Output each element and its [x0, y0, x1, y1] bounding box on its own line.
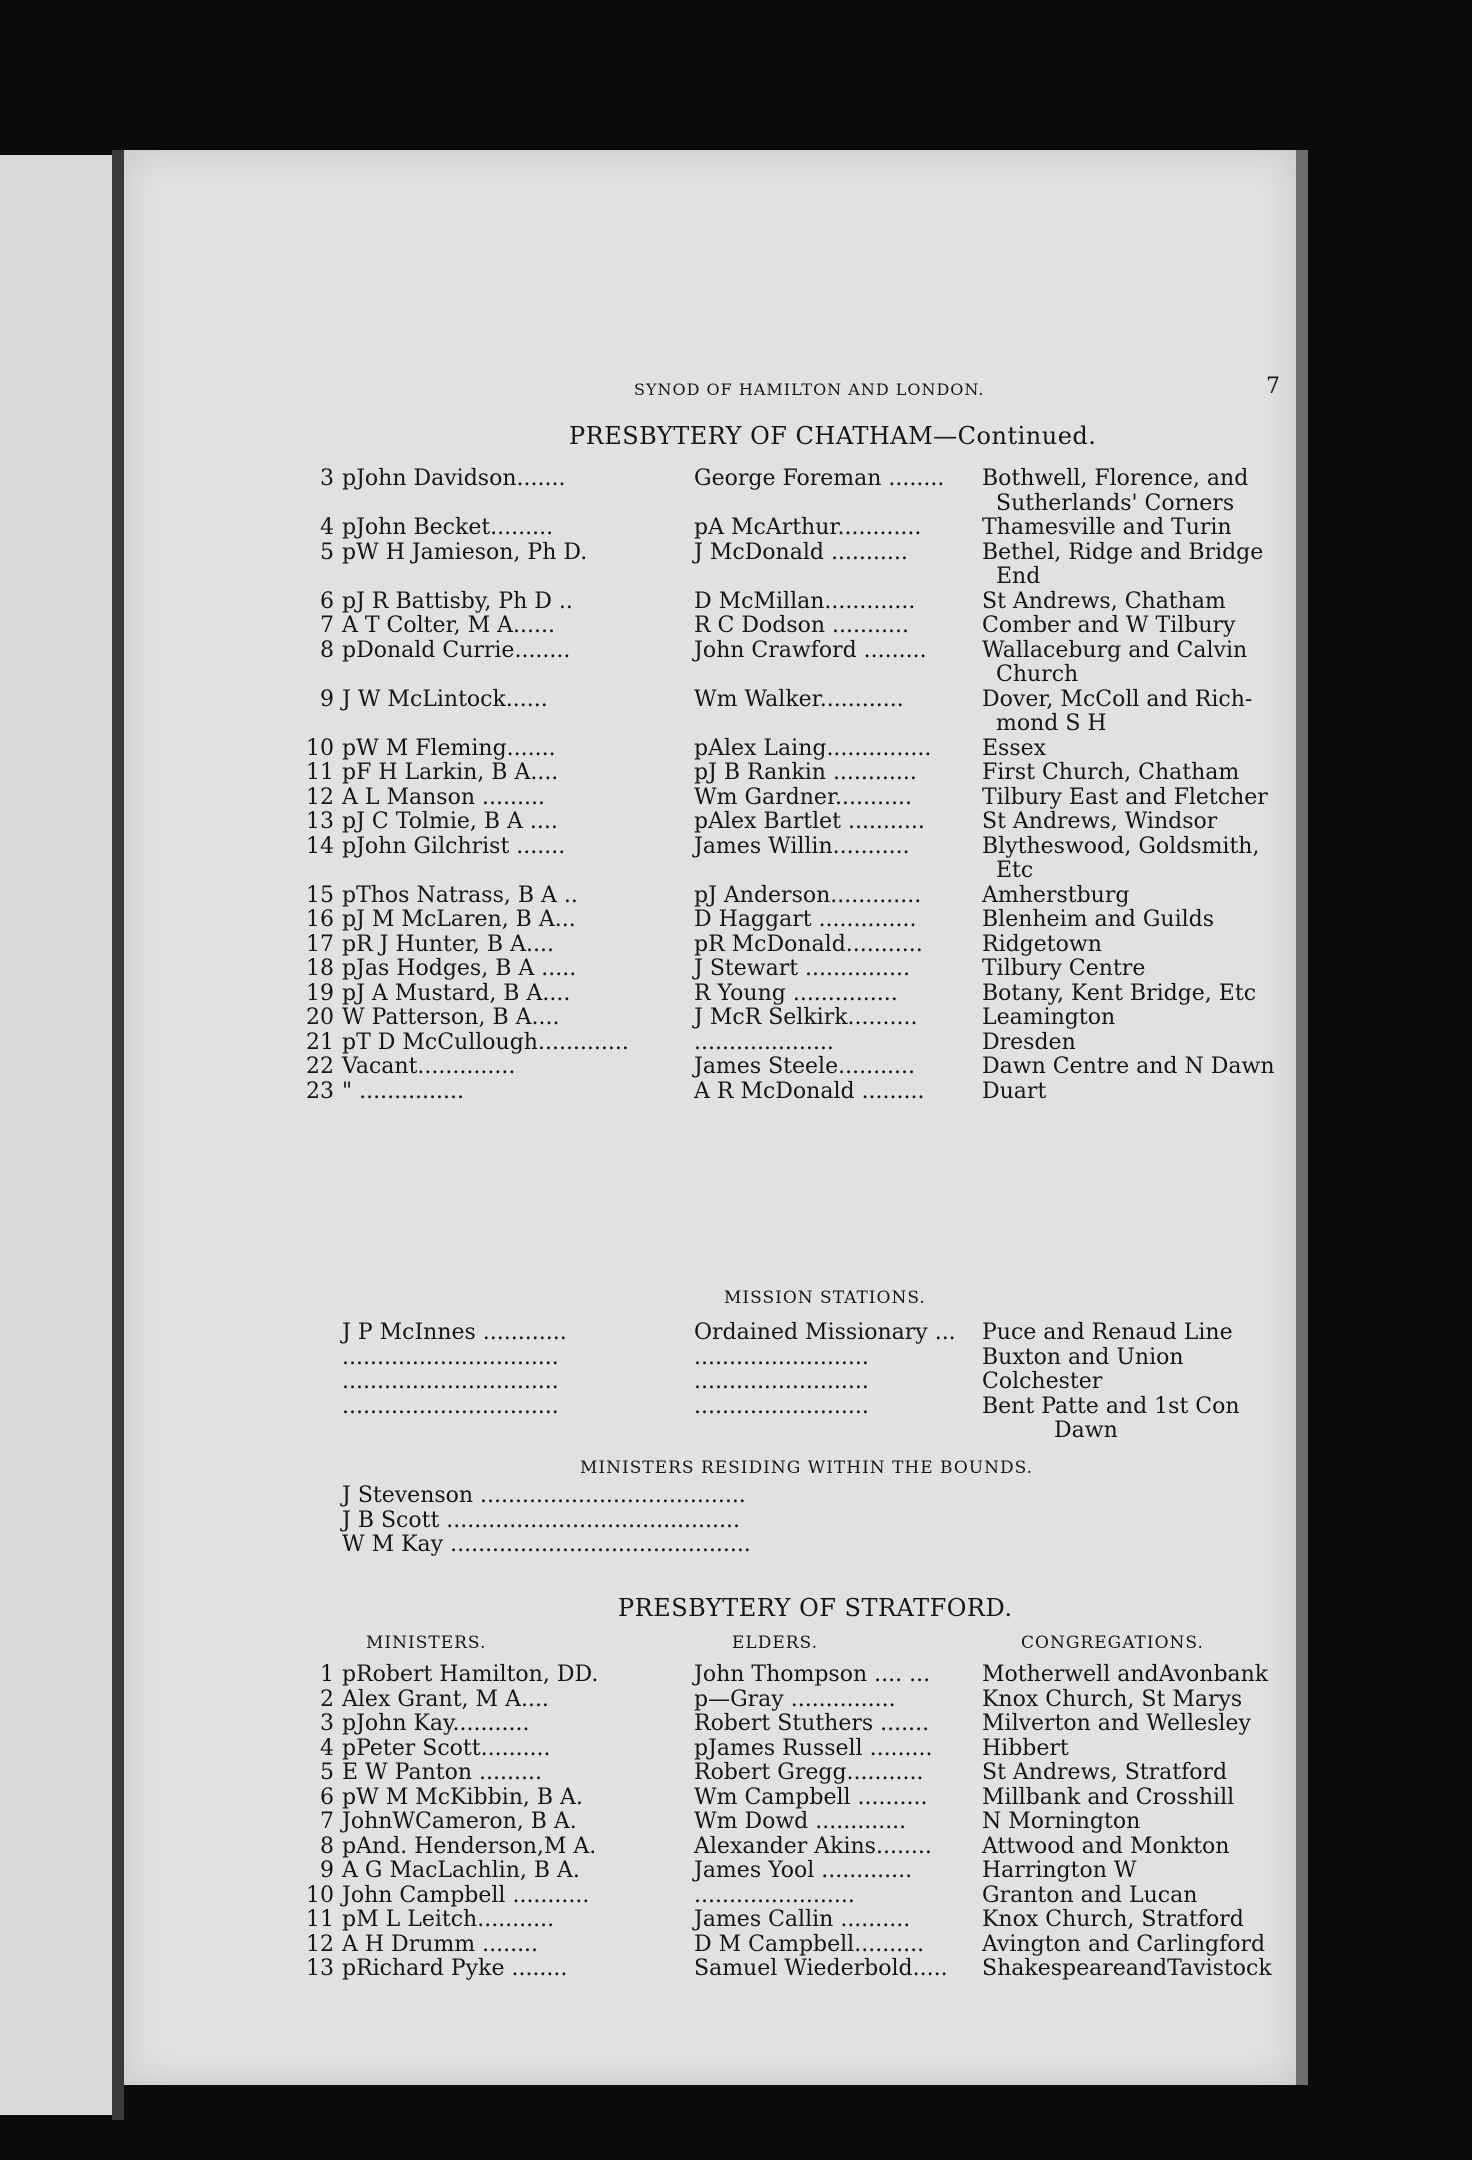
row-number: 17	[306, 931, 334, 957]
minister-name: pW M McKibbin, B A.	[342, 1784, 583, 1810]
minister-name: A G MacLachlin, B A.	[342, 1858, 580, 1883]
table-row	[284, 1345, 1294, 1371]
congregation-name: Leamington	[982, 1005, 1116, 1030]
minister-name: pT D McCullough.............	[342, 1029, 629, 1055]
elder-name: D McMillan.............	[694, 588, 916, 614]
row-number: 4	[320, 1735, 334, 1761]
minister-name: pF H Larkin, B A....	[342, 760, 559, 785]
table-row	[284, 1907, 1294, 1933]
minister-name: pPeter Scott..........	[342, 1735, 551, 1761]
row-number: 11	[306, 760, 334, 785]
table-row	[284, 687, 1294, 713]
minister-name: ...............................	[342, 1344, 559, 1370]
congregation-name: Bent Patte and 1st Con	[982, 1393, 1240, 1419]
congregation-name: Hibbert	[982, 1735, 1069, 1761]
congregation-name: Harrington W	[982, 1858, 1137, 1883]
elder-name: Wm Gardner...........	[694, 784, 912, 810]
congregation-name: Duart	[982, 1078, 1047, 1104]
minister-name: A L Manson .........	[342, 784, 545, 810]
congregation-name: Motherwell andAvonbank	[982, 1662, 1269, 1687]
elder-name: D Haggart ..............	[694, 907, 917, 932]
table-row	[284, 1858, 1294, 1884]
table-row	[284, 956, 1294, 982]
elder-name: D M Campbell..........	[694, 1931, 925, 1957]
congregation-name: Colchester	[982, 1369, 1103, 1394]
table-row	[284, 1809, 1294, 1835]
congregation-name: Granton and Lucan	[982, 1882, 1198, 1908]
congregation-continuation: Sutherlands' Corners	[996, 490, 1235, 516]
row-number: 7	[320, 613, 334, 638]
col-congregations: CONGREGATIONS.	[1021, 1633, 1204, 1653]
congregation-name: Puce and Renaud Line	[982, 1320, 1233, 1345]
minister-name: pJohn Davidson.......	[342, 466, 566, 491]
congregation-name: Botany, Kent Bridge, Etc	[982, 980, 1257, 1006]
congregation-name: Knox Church, St Marys	[982, 1686, 1243, 1712]
running-head: SYNOD OF HAMILTON AND LONDON.	[634, 380, 985, 399]
table-row	[284, 1736, 1294, 1762]
minister-name: pJ C Tolmie, B A ....	[342, 809, 558, 834]
table-row	[284, 1785, 1294, 1811]
congregation-name: Buxton and Union	[982, 1344, 1184, 1370]
elder-name: Robert Gregg...........	[694, 1760, 924, 1785]
table-row	[284, 834, 1294, 860]
elder-name: Alexander Akins........	[694, 1833, 932, 1859]
congregation-name: Bethel, Ridge and Bridge	[982, 539, 1264, 565]
row-number: 10	[306, 735, 334, 761]
elder-name: James Steele...........	[694, 1054, 916, 1079]
elder-name: John Thompson .... ...	[694, 1662, 931, 1687]
row-number: 22	[306, 1054, 334, 1079]
chatham-title: PRESBYTERY OF CHATHAM—Continued.	[569, 422, 1097, 450]
elder-name: pAlex Bartlet ...........	[694, 809, 925, 834]
table-row	[284, 883, 1294, 909]
row-number: 18	[306, 956, 334, 981]
table-row	[284, 1687, 1294, 1713]
row-number: 23	[306, 1078, 334, 1104]
congregation-name: Avington and Carlingford	[982, 1931, 1266, 1957]
row-number: 21	[306, 1029, 334, 1055]
minister-name: Vacant..............	[342, 1054, 516, 1079]
elder-name: Ordained Missionary ...	[694, 1320, 956, 1345]
minister-name: Alex Grant, M A....	[342, 1686, 549, 1712]
table-row	[284, 1956, 1294, 1982]
congregation-name: Essex	[982, 735, 1047, 761]
row-number: 7	[320, 1809, 334, 1834]
congregation-continuation: End	[996, 564, 1041, 589]
minister-name: ...............................	[342, 1393, 559, 1419]
resident-minister	[284, 1532, 1294, 1558]
col-elders: ELDERS.	[732, 1633, 818, 1653]
row-number: 13	[306, 1956, 334, 1981]
elder-name: J McR Selkirk..........	[694, 1005, 918, 1030]
minister-name: pW M Fleming.......	[342, 735, 556, 761]
congregation-name: St Andrews, Windsor	[982, 809, 1218, 834]
row-number: 8	[320, 637, 334, 663]
minister-name: pRobert Hamilton, DD.	[342, 1662, 599, 1687]
mission-title: MISSION STATIONS.	[724, 1288, 926, 1308]
row-number: 11	[306, 1907, 334, 1932]
congregation-name: Comber and W Tilbury	[982, 613, 1236, 638]
table-row	[284, 613, 1294, 639]
row-number: 9	[320, 1858, 334, 1883]
row-number: 2	[320, 1686, 334, 1712]
table-row	[284, 1320, 1294, 1346]
congregation-continuation: Dawn	[1054, 1418, 1118, 1443]
page-content	[284, 150, 1294, 2085]
table-row	[284, 540, 1294, 566]
minister-name: W Patterson, B A....	[342, 1005, 560, 1030]
elder-name: Samuel Wiederbold.....	[694, 1956, 948, 1981]
table-row	[284, 1369, 1294, 1395]
minister-name: J W McLintock......	[342, 686, 548, 712]
left-page-edge	[0, 155, 118, 2115]
congregation-name: Attwood and Monkton	[982, 1833, 1230, 1859]
minister-name: pAnd. Henderson,M A.	[342, 1833, 597, 1859]
table-row	[284, 466, 1294, 492]
congregation-name: Dawn Centre and N Dawn	[982, 1054, 1275, 1079]
elder-name: pJames Russell .........	[694, 1735, 933, 1761]
table-row	[284, 760, 1294, 786]
congregation-name: Blenheim and Guilds	[982, 907, 1215, 932]
minister-name: pW H Jamieson, Ph D.	[342, 539, 588, 565]
congregation-name: Milverton and Wellesley	[982, 1711, 1251, 1736]
col-ministers: MINISTERS.	[366, 1633, 487, 1653]
elder-name: pJ Anderson.............	[694, 882, 922, 908]
congregation-name: Dresden	[982, 1029, 1076, 1055]
table-row	[284, 809, 1294, 835]
book-gutter	[112, 150, 124, 2120]
table-row	[284, 1834, 1294, 1860]
elder-name: J McDonald ...........	[694, 539, 908, 565]
row-number: 1	[320, 1662, 334, 1687]
minister-name: W M Kay ...........................................	[342, 1532, 751, 1557]
book-page	[124, 150, 1296, 2085]
congregation-name: Wallaceburg and Calvin	[982, 637, 1248, 663]
congregation-name: Thamesville and Turin	[982, 515, 1232, 540]
stratford-title: PRESBYTERY OF STRATFORD.	[618, 1594, 1013, 1622]
minister-name: A H Drumm ........	[342, 1931, 539, 1957]
congregation-name: Tilbury East and Fletcher	[982, 784, 1268, 810]
elder-name: Wm Walker............	[694, 686, 904, 712]
congregation-name: Millbank and Crosshill	[982, 1784, 1235, 1810]
elder-name: John Crawford .........	[694, 637, 927, 663]
table-row	[284, 736, 1294, 762]
table-row	[284, 1711, 1294, 1737]
minister-name: J P McInnes ............	[342, 1320, 567, 1345]
minister-name: JohnWCameron, B A.	[342, 1809, 577, 1834]
row-number: 5	[320, 1760, 334, 1785]
congregation-continuation: Church	[996, 662, 1079, 687]
table-row	[284, 515, 1294, 541]
table-row	[284, 1054, 1294, 1080]
row-number: 12	[306, 1931, 334, 1957]
congregation-continuation: mond S H	[996, 711, 1107, 736]
table-row	[284, 1079, 1294, 1105]
elder-name: pJ B Rankin ............	[694, 760, 917, 785]
congregation-name: St Andrews, Chatham	[982, 588, 1226, 614]
minister-name: " ...............	[342, 1078, 465, 1104]
elder-name: Wm Campbell ..........	[694, 1784, 928, 1810]
minister-name: pThos Natrass, B A ..	[342, 882, 578, 908]
row-number: 6	[320, 1784, 334, 1810]
congregation-name: Bothwell, Florence, and	[982, 466, 1249, 491]
elder-name: George Foreman ........	[694, 466, 945, 491]
congregation-name: Knox Church, Stratford	[982, 1907, 1244, 1932]
residing-title: MINISTERS RESIDING WITHIN THE BOUNDS.	[580, 1458, 1034, 1478]
elder-name: pAlex Laing...............	[694, 735, 932, 761]
elder-name: p—Gray ...............	[694, 1686, 896, 1712]
congregation-name: Dover, McColl and Rich-	[982, 686, 1253, 712]
table-row	[284, 1005, 1294, 1031]
elder-name: .........................	[694, 1344, 869, 1370]
minister-name: pJ R Battisby, Ph D ..	[342, 588, 573, 614]
congregation-continuation: Etc	[996, 858, 1034, 883]
row-number: 13	[306, 809, 334, 834]
elder-name: Robert Stuthers .......	[694, 1711, 930, 1736]
minister-name: J Stevenson ......................................	[342, 1483, 746, 1508]
elder-name: .......................	[694, 1882, 855, 1908]
minister-name: pJohn Kay...........	[342, 1711, 530, 1736]
congregation-name: First Church, Chatham	[982, 760, 1240, 785]
table-row	[284, 932, 1294, 958]
table-row	[284, 1760, 1294, 1786]
row-number: 3	[320, 466, 334, 491]
row-number: 5	[320, 539, 334, 565]
elder-name: .........................	[694, 1393, 869, 1419]
congregation-name: Blytheswood, Goldsmith,	[982, 833, 1260, 859]
minister-name: pM L Leitch...........	[342, 1907, 555, 1932]
congregation-name: Ridgetown	[982, 931, 1102, 957]
elder-name: James Callin ..........	[694, 1907, 911, 1932]
minister-name: John Campbell ...........	[342, 1882, 590, 1908]
minister-name: pR J Hunter, B A....	[342, 931, 554, 957]
table-row	[284, 981, 1294, 1007]
minister-name: pRichard Pyke ........	[342, 1956, 568, 1981]
elder-name: .........................	[694, 1369, 869, 1394]
elder-name: ....................	[694, 1029, 834, 1055]
congregation-name: Amherstburg	[982, 882, 1130, 908]
minister-name: E W Panton .........	[342, 1760, 542, 1785]
row-number: 6	[320, 588, 334, 614]
elder-name: pA McArthur............	[694, 515, 922, 540]
elder-name: R C Dodson ...........	[694, 613, 909, 638]
page-right-shadow	[1296, 150, 1308, 2085]
page-number: 7	[1266, 374, 1280, 399]
table-row	[284, 1394, 1294, 1420]
row-number: 10	[306, 1882, 334, 1908]
elder-name: J Stewart ...............	[694, 956, 910, 981]
resident-minister	[284, 1508, 1294, 1534]
row-number: 15	[306, 882, 334, 908]
elder-name: A R McDonald .........	[694, 1078, 925, 1104]
elder-name: Wm Dowd .............	[694, 1809, 907, 1834]
minister-name: pJ A Mustard, B A....	[342, 980, 571, 1006]
minister-name: pJas Hodges, B A .....	[342, 956, 577, 981]
minister-name: ...............................	[342, 1369, 559, 1394]
table-row	[284, 1883, 1294, 1909]
table-row	[284, 1662, 1294, 1688]
row-number: 9	[320, 686, 334, 712]
row-number: 20	[306, 1005, 334, 1030]
resident-minister	[284, 1483, 1294, 1509]
minister-name: pJ M McLaren, B A...	[342, 907, 576, 932]
row-number: 8	[320, 1833, 334, 1859]
row-number: 19	[306, 980, 334, 1006]
elder-name: pR McDonald...........	[694, 931, 923, 957]
minister-name: J B Scott ..........................................	[342, 1507, 740, 1533]
table-row	[284, 907, 1294, 933]
row-number: 3	[320, 1711, 334, 1736]
elder-name: James Yool .............	[694, 1858, 913, 1883]
elder-name: James Willin...........	[694, 833, 910, 859]
table-row	[284, 1932, 1294, 1958]
congregation-name: ShakespeareandTavistock	[982, 1956, 1272, 1981]
minister-name: A T Colter, M A......	[342, 613, 555, 638]
minister-name: pJohn Gilchrist .......	[342, 833, 566, 859]
minister-name: pJohn Becket.........	[342, 515, 554, 540]
table-row	[284, 589, 1294, 615]
congregation-name: N Mornington	[982, 1809, 1141, 1834]
congregation-name: Tilbury Centre	[982, 956, 1146, 981]
congregation-name: St Andrews, Stratford	[982, 1760, 1228, 1785]
minister-name: pDonald Currie........	[342, 637, 571, 663]
row-number: 16	[306, 907, 334, 932]
table-row	[284, 638, 1294, 664]
table-row	[284, 785, 1294, 811]
table-row	[284, 1030, 1294, 1056]
elder-name: R Young ...............	[694, 980, 898, 1006]
row-number: 4	[320, 515, 334, 540]
row-number: 12	[306, 784, 334, 810]
row-number: 14	[306, 833, 334, 859]
